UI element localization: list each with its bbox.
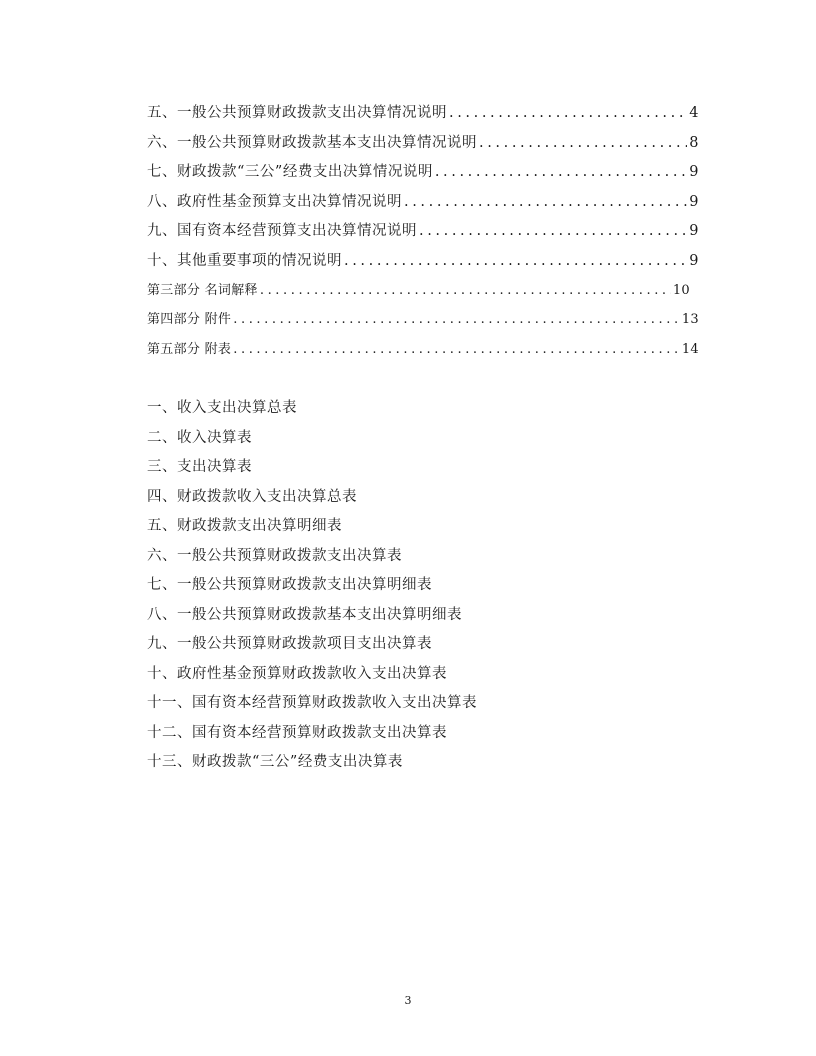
list-item: 五、财政拨款支出决算明细表 [147,518,342,534]
toc-entry [147,101,699,131]
toc-leader-dots [449,105,687,121]
toc-entry-title: 七、财政拨款“三公”经费支出决算情况说明 [147,164,433,181]
toc-leader-dots [404,194,687,210]
toc-entry [147,308,699,338]
toc-entry-title: 十、其他重要事项的情况说明 [147,252,342,269]
list-item: 六、一般公共预算财政拨款支出决算表 [147,547,402,564]
toc-entry-page: 9 [689,252,699,269]
page-number: 3 [404,994,412,1007]
list-item: 七、一般公共预算财政拨款支出决算明细表 [147,577,432,593]
toc-entry-page: 9 [689,193,699,210]
toc-entry-title: 六、一般公共预算财政拨款基本支出决算情况说明 [147,134,477,151]
toc-entry-page: 13 [681,312,699,328]
toc-entry [147,190,699,220]
toc-entry [147,219,699,249]
toc-entry [147,279,690,309]
toc-entry-page: 10 [672,282,690,298]
toc-leader-dots [233,312,680,327]
toc-entry-page: 14 [681,341,699,357]
list-item: 八、一般公共预算财政拨款基本支出决算明细表 [147,606,462,623]
list-item: 十二、国有资本经营预算财政拨款支出决算表 [147,724,447,741]
toc-entry-title: 第四部分 附件 [147,312,232,328]
toc-entry-page: 9 [689,223,699,240]
toc-entry [147,131,699,161]
list-item: 二、收入决算表 [147,429,252,446]
toc-entry [147,249,699,279]
list-item: 一、收入支出决算总表 [147,400,297,416]
list-item: 十、政府性基金预算财政拨款收入支出决算表 [147,665,447,682]
list-item: 十一、国有资本经营预算财政拨款收入支出决算表 [147,695,477,711]
toc-leader-dots [260,283,671,298]
toc-entry-title: 第五部分 附表 [147,341,232,357]
toc-leader-dots [435,164,687,180]
toc-entry [147,160,699,190]
list-item: 十三、财政拨款“三公”经费支出决算表 [147,754,403,770]
toc-leader-dots [419,223,687,239]
toc-entry-title: 九、国有资本经营预算支出决算情况说明 [147,223,417,240]
appendix-table-list [147,396,707,780]
list-item: 九、一般公共预算财政拨款项目支出决算表 [147,636,432,652]
toc-leader-dots [344,253,687,269]
toc-leader-dots [233,342,680,357]
toc-entry-page: 9 [689,164,699,181]
toc-entry-title: 第三部分 名词解释 [147,282,258,298]
table-of-contents [147,101,699,367]
toc-entry-page: 4 [689,105,699,121]
toc-leader-dots [479,135,687,151]
list-item: 四、财政拨款收入支出决算总表 [147,488,357,505]
toc-entry-page: 8 [689,134,699,151]
list-item: 三、支出决算表 [147,459,252,475]
toc-entry-title: 八、政府性基金预算支出决算情况说明 [147,193,402,210]
toc-entry-title: 五、一般公共预算财政拨款支出决算情况说明 [147,105,447,121]
toc-entry [147,338,699,368]
